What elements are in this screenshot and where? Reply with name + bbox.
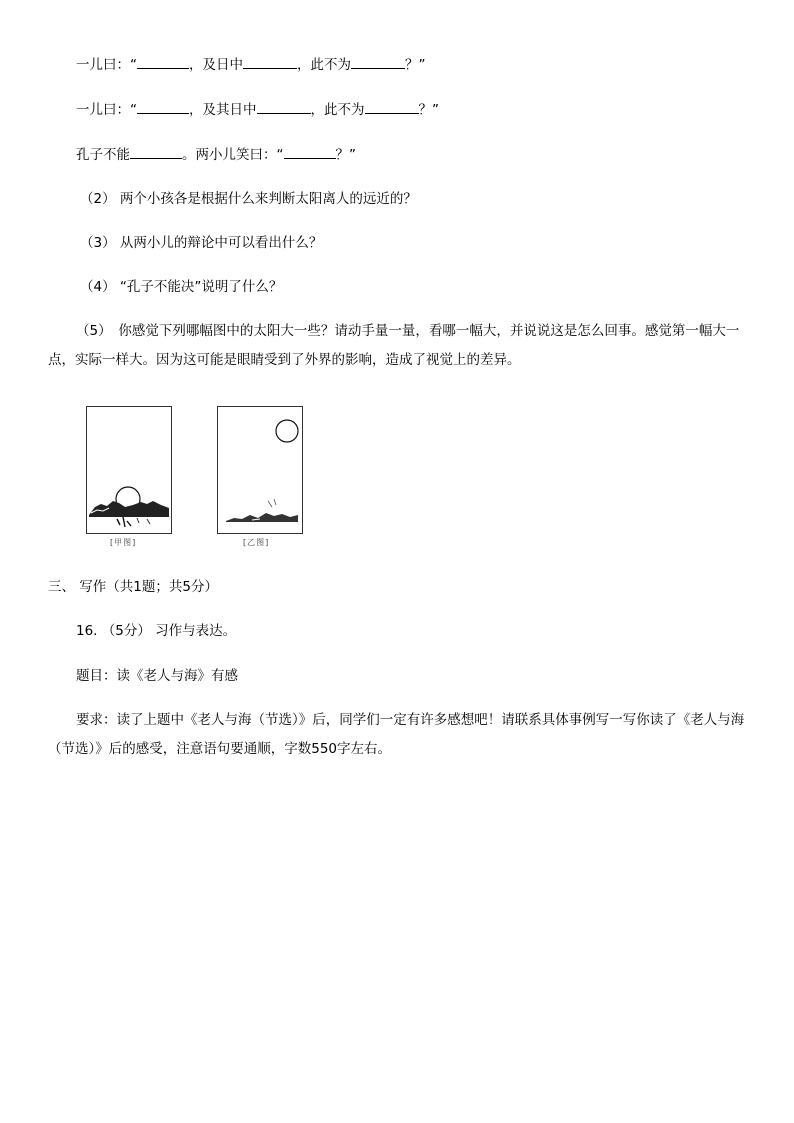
question-16: 16. （5分） 习作与表达。: [76, 623, 237, 639]
figure-yi: [217, 406, 303, 534]
blank[interactable]: [284, 144, 336, 159]
sunset-illustration: [87, 407, 171, 533]
fill-line-3: 孔子不能 。两小儿笑曰：“ ？”: [76, 144, 356, 165]
question-2: （2） 两个小孩各是根据什么来判断太阳离人的远近的？: [80, 191, 417, 207]
blank[interactable]: [130, 144, 182, 159]
mountain-silhouette: [226, 513, 298, 522]
question-4: （4） “孔子不能决”说明了什么？: [80, 279, 283, 295]
question-5: （5） 你感觉下列哪幅图中的太阳大一些？请动手量一量，看哪一幅大，并说说这是怎么回事。感觉第一幅大一点，实际一样大。因为这可能是眼睛受到了外界的影响，造成了视觉上的差异。: [48, 323, 740, 368]
fill-line-1: 一儿曰：“ ，及日中 ，此不为 ？”: [76, 54, 426, 75]
blank[interactable]: [243, 54, 297, 69]
essay-title: 题目：读《老人与海》有感: [76, 668, 238, 684]
blank[interactable]: [351, 54, 405, 69]
figure-jia-caption: [甲图]: [110, 538, 137, 547]
blank[interactable]: [137, 54, 189, 69]
blank[interactable]: [257, 99, 311, 114]
section-heading: 三、 写作（共1题；共5分）: [48, 579, 218, 595]
figure-jia: [86, 406, 172, 534]
blank[interactable]: [365, 99, 419, 114]
blank[interactable]: [137, 99, 189, 114]
question-3: （3） 从两小儿的辩论中可以看出什么？: [80, 235, 323, 251]
sun-icon: [276, 420, 298, 442]
high-sun-illustration: [218, 407, 302, 533]
figure-yi-caption: [乙图]: [243, 538, 270, 547]
essay-requirement: 要求：读了上题中《老人与海（节选）》后，同学们一定有许多感想吧！请联系具体事例写一写你读了《老人与海（节选）》后的感受，注意语句要通顺，字数550字左右。: [48, 712, 745, 757]
fill-line-2: 一儿曰：“ ，及其日中 ，此不为 ？”: [76, 99, 439, 120]
